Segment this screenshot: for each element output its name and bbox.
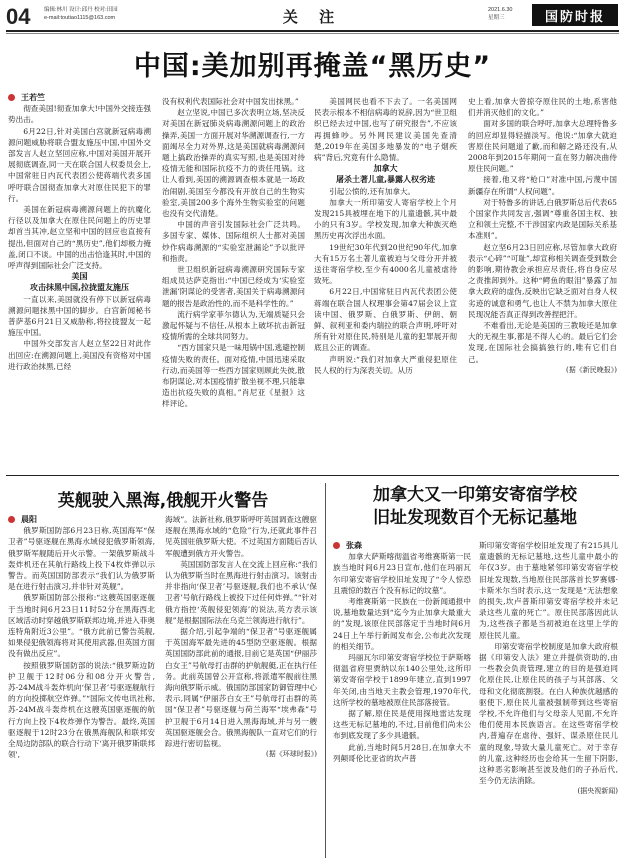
- paragraph: 俄罗斯国防部6月23日称,英国海军“保卫者”号驱逐舰在黑海水域侵犯俄罗斯领海,俄罗斯军舰随后开火示警。一架俄罗斯战斗轰炸机还在其航行路线上投下4枚炸弹以示警告。而英国国防部表示“我们认为俄罗斯是在进行射击演习,并非针对英舰”。: [8, 526, 155, 592]
- paragraph: 美国网民也看不下去了。一名美国网民表示根本不相信病毒的说辞,因为“世卫组织已经去过中国,也写了研究报告”,不应该再拥蜂吵。另外网民建议美国先查清楚,2019年在美国多地暴发的“电子烟疾病”背后,究竟有什么隐情。: [314, 97, 457, 163]
- paragraph: 声明说:“我们对加拿大严重侵犯原住民人权的行为深表关切。从历: [314, 354, 457, 375]
- article2-headline: 英舰驶入黑海,俄舰开火警告: [57, 491, 269, 511]
- paragraph: 一直以来,美国就没有停下以新冠病毒溯源问题抹黑中国的脚步。白宫新闻秘书普萨基6月21日又威胁称,将拉拢盟友一起施压中国。: [8, 294, 151, 338]
- paragraph: 英国国防部发言人在交流上回应称:“我们认为俄罗斯当时在黑海进行射击演习。该射击并非指向‘保卫者’号驱逐舰,我们也不承认‘保卫者’号航行路线上被投下过任何炸弹。”“针对俄方指控‘英舰侵犯领海’的说法,英方表示该舰”是根据国际法在乌克兰领海进行航行”。: [165, 559, 317, 625]
- date-line: 2021.6.30: [488, 7, 513, 13]
- paragraph: 加拿大萨斯喀彻温省考维赛斯第一民族当地时间6月23日宣布,他们在玛丽瓦尔印第安寄宿学校旧址发现了“令人惊恐且震惊的数百个没有标记的坟墓”。: [333, 552, 471, 595]
- source-credit: (据《新民晚报》): [566, 365, 617, 374]
- paragraph: 据了解,原住民是使用探地雷达发现这些无标记墓地的,不过,目前他们尚未公布到底发现了多少具遗骸。: [333, 709, 471, 741]
- paragraph: 玛丽瓦尔印第安寄宿学校位于萨斯喀彻温省府里贾纳以东140公里处,这所印第安寄宿学校于1899年建立,直到1997年关闭,由当地天主教会管理,1970年代,这所学校的墓地被原住民部落接管。: [333, 653, 471, 707]
- paragraph: 赵立坚6月23日回应称,尽管加拿大政府表示“心碎”“可耻”,却宣称相关调查受到数会的影响,期待教会承担应尽责任,将自身应尽之责推卸到外。这种“鳄鱼的眼泪”暴露了加拿大政府的虚伪,反映出它缺乏面对自身人权劣迹的诚意和勇气,也让人不禁为加拿大原住民现况能否真正得到改善捏把汗。: [468, 242, 617, 319]
- email-line: e-mail:toutiao1115@163.com: [44, 15, 116, 21]
- paragraph: 流行病学家菲尔德认为,无端质疑只会激起怀疑与不信任,从根本上破坏抗击新冠疫情所需的全球共同努力。: [162, 309, 305, 342]
- article2-column-2: [165, 514, 317, 858]
- subheading-canada: 加拿大 屠杀土著儿童,暴露人权劣迹: [335, 164, 436, 185]
- paragraph: 面对多国的联合呼吁,加拿大总理特鲁多的回应却显得轻描淡写。他说:“加拿大就迫害原住民问题道了歉,而和解之路还没有,从2008年到2015年期间一直在努力解决曲侍原住民问题。”: [468, 119, 617, 174]
- paragraph: 考维赛斯第一民族在一份新闻通报中说,墓地数量达到“迄今为止加拿大最重大的”发现,该原住民部落定于当地时间6月24日上午举行新闻发布会,公布此次发现的相关细节。: [333, 597, 471, 651]
- paragraph: 海域”。法新社称,俄罗斯呼吁英国调查这艘驱逐舰在黑海水域的“危险”行为,还就此事件召见英国驻俄罗斯大使。不过英国方面随后否认军舰遭到俄方开火警告。: [165, 515, 317, 558]
- paragraph: 斯印第安寄宿学校旧址发现了有215具儿童遗骸的无标记墓地,这些儿童中最小的年仅3岁。由于墓地紧邻印第安寄宿学校旧址发现数,当地原住民部落首长罗赛娜·卡斯米尔当时表示,这一发现是“无法想象的损失,坎卢普斯印第安寄宿学校并未记录这些儿童的死亡”。原住民部落因此认为,这些孩子都是当初被迫在这里上学的原住民儿童。: [479, 541, 618, 640]
- article1-column-2: [162, 96, 305, 470]
- author-bullet-icon: [333, 542, 340, 549]
- paragraph: 赵立坚说,中国已多次表明立场,坚决反对美国在新冠肺炎病毒溯源问题上的政治操弄,美国一方面开展对华溯源调查行,一方面竭尽全力对外界,这是美国就病毒溯源问题上搞政治操弄的真实写照,也是美国对待疫情无能和国际抗疫不力的责任甩锅。这让人看到,美国的溯源调查根本就是一场政治闹剧,美国至今都没有开放自己的生物实验室,美国200多个海外生物实验室的问题也没有交代清楚。: [162, 108, 305, 219]
- paragraph: 美国在新冠病毒溯源问题上的抗魔化行径以及加拿大在原住民问题上的历史罪却首当其冲,赵立坚和中国的回应也直接有提出,但面对自己的“黑历史”,他们却极力掩盖,闭口不谈。中国的出击恰逢其时,中国的呼声得到国际社会广泛支持。: [8, 205, 151, 271]
- author-bullet-icon: [8, 94, 15, 101]
- section-title: 关 注: [282, 8, 343, 26]
- source-credit: (据《环球时报》): [266, 750, 317, 759]
- header-rule: [6, 30, 619, 32]
- paragraph: 对于特鲁多的讲话,白俄罗斯总后代表65个国家作共同发言,强调“尊重各国主权、独立和领土完整,不干涉国家内政是国际关系基本准则”。: [468, 197, 617, 241]
- main-headline: 中国:美加别再掩盖“黑历史”: [133, 51, 492, 82]
- paragraph: 接着,他又将“枪口”对准中国,污蔑中国新疆存在所谓“人权问题”。: [468, 175, 617, 196]
- page-number: 04: [6, 4, 31, 29]
- article3-headline-line-2: 旧址发现数百个无标记墓地: [373, 508, 577, 528]
- paragraph: 印第安寄宿学校制度是加拿大政府根据《印第安人法》建立并提供资助的,由一些教会负责管理,建立的目的是强迫同化原住民,让原住民的孩子与其部落、父母和文化彻底割裂。在白人种族优越感的驱使下,原住民儿童被强制带到这些寄宿学校,不允许他们与父母亲人见面,不允许他们使用本民族语言。在这些寄宿学校内,普遍存在虐待、强奸、谋杀原住民儿童的现象,导致大量儿童死亡。对于幸存的儿童,这种经历也会给其一生留下阴影,这种恶劣影响甚至波及他们的子孙后代,至今仍无法消除。: [479, 641, 618, 786]
- paragraph: 彻查美国!彻查加拿大!中国外交接连强势出击。: [8, 104, 151, 125]
- paragraph: 引起公愤的,还有加拿大。: [329, 186, 416, 196]
- paragraph: 按照俄罗斯国防部的说法:“俄罗斯边防护卫舰于12时06分和08分开火警告,苏-24M战斗轰炸机向‘保卫者’号驱逐舰航行的方向投掷航空炸弹。”“国际文传电讯社称,苏-24M战斗轰炸机在这艘英国驱逐舰的航行方向上投下4枚炸弹作为警告。最终,英国驱逐舰于12时23分在俄黑海舰队和联邦安全局边防部队的联合行动下‘离开俄罗斯联邦领',: [8, 660, 155, 760]
- author-bullet-icon: [8, 516, 15, 523]
- editors-line: 编辑:林川 设计:邱丹 校对:田园: [44, 7, 118, 13]
- paragraph: 世卫组织新冠病毒溯源研究国际专家组成员达萨克指出:“中国已经成为‘实验室泄漏’阴谋论的受害者,美国关于病毒溯源问题的报告是政治性的,而不是科学性的。”: [162, 265, 305, 308]
- article3-headline-line-1: 加拿大又一印第安寄宿学校: [373, 485, 577, 505]
- paragraph: 6月22日,中国常驻日内瓦代表团公使蒋端在联合国人权理事会第47届会议上宣读中国、俄罗斯、白俄罗斯、伊朗、朝鲜、叙利亚和委内瑞拉的联合声明,呼吁对所有针对原住民,特别是儿童的犯罪展开彻底且公正的调查。: [314, 287, 457, 353]
- article3-column-2: [479, 540, 618, 858]
- article1-author: 王若竺: [8, 92, 151, 103]
- column-divider: [325, 483, 326, 858]
- paragraph: “西方国家只是一味甩锅中国,逃避控制疫情失败的责任。面对疫情,中国迅速采取行动,而美国等一些西方国家则顾此失彼,散布阴谋论,对本国疫情扩散坐视不理,只能靠造出抗疫失败的真相。”肖尼亚《星报》这样评论。: [162, 343, 305, 409]
- paragraph: 中国外交部发言人赵立坚22日对此作出回应:在溯源问题上,美国没有资格对中国进行政治抹黑,已经: [8, 339, 151, 371]
- paragraph: 加拿大一所印第安人寄宿学校上个月发现215具被埋在地下的儿童遗骸,其中最小的只有3岁。学校发现,加拿大种族灭绝黑历史再次浮出水面。: [314, 197, 457, 241]
- article2-column-1: [8, 514, 155, 858]
- paragraph: 此前,当地时间5月28日,在加拿大不列颠哥伦比亚省的坎卢普: [333, 742, 471, 763]
- weekday-line: 星期三: [488, 15, 505, 21]
- article1-column-4: [468, 96, 617, 470]
- newspaper-logo: 国防时报: [532, 4, 618, 26]
- source-credit: (据央视新闻): [577, 787, 618, 796]
- issue-date: [488, 6, 512, 22]
- paragraph: 19世纪30年代到20世纪90年代,加拿大有15万名土著儿童被迫与父母分开并被送往寄宿学校,至少有4000名儿童被虐待致死。: [314, 242, 457, 286]
- paragraph: 不难看出,无论是美国的三教唆还是加拿大的无视生事,都是不得人心的。最后它们会发现,在国际社会搞搞独行的,唯有它们自己。: [468, 321, 617, 364]
- section-divider: [6, 475, 619, 476]
- subheading-us: 美国 攻击抹黑中国,拉拢盟友施压: [29, 272, 130, 293]
- paragraph: 史上看,加拿大曾掠夺原住民的土地,系害他们并消灭他们的文化。”: [468, 97, 617, 118]
- article2-author: 晨阳: [8, 514, 155, 525]
- article1-column-1: [8, 92, 151, 470]
- paragraph: 6月22日,针对美国白宫就新冠病毒溯源问题威胁将联合盟友施压中国,中国外交部发言人赵立坚回应称,中国对美国开展开展彻底调查,同一天在联合国人权委员会上,中国常驻日内瓦代表团公使蒋端代表多国呼吁联合国彻查加拿大对原住民犯下的罪行。: [8, 126, 151, 203]
- article1-column-3: [314, 96, 457, 470]
- paragraph: 俄罗斯国防部公报称:“这艘英国驱逐舰于当地时间6月23日11时52分在黑海西北区域活动时穿越俄罗斯联邦边境,并进入菲奥连特角附近3公里”。“俄方此前已警告英舰,如果侵犯俄领海将对其使用武器,但英国方面没有做出反应”。: [8, 593, 155, 659]
- paragraph: 没有权利代表国际社会对中国发出抹黑。”: [162, 97, 299, 106]
- paragraph: 中国的声音引发国际社会广泛共鸣。多国专家、媒体、国际组织人士都对美国炒作病毒溯源的“实验室泄漏论”予以批评和指责。: [162, 220, 305, 263]
- paragraph: 据介绍,引起争端的“保卫者”号驱逐舰属于英国海军最先进的45型防空驱逐舰。根据英国国防部此前的通报,目前它是英国“伊丽莎白女王”号航母打击群的护航舰艇,正在执行任务。此前英国曾公开宣称,将派遣军舰前往黑海向俄罗斯示威。俄国防部国家防御管理中心表示,同属“伊丽莎白女王”号航母打击群的英国“保卫者”号驱逐舰与荷兰海军“埃弗森”号护卫舰于6月14日进入黑海海域,并与另一艘英国驱逐舰会合。俄黑海舰队一直对它们的行踪进行密切监视。: [165, 627, 317, 749]
- article3-author: 张森: [333, 540, 471, 551]
- article3-column-1: [333, 540, 471, 858]
- header-rule-thin: [6, 33, 619, 34]
- article3-headline: [332, 484, 618, 530]
